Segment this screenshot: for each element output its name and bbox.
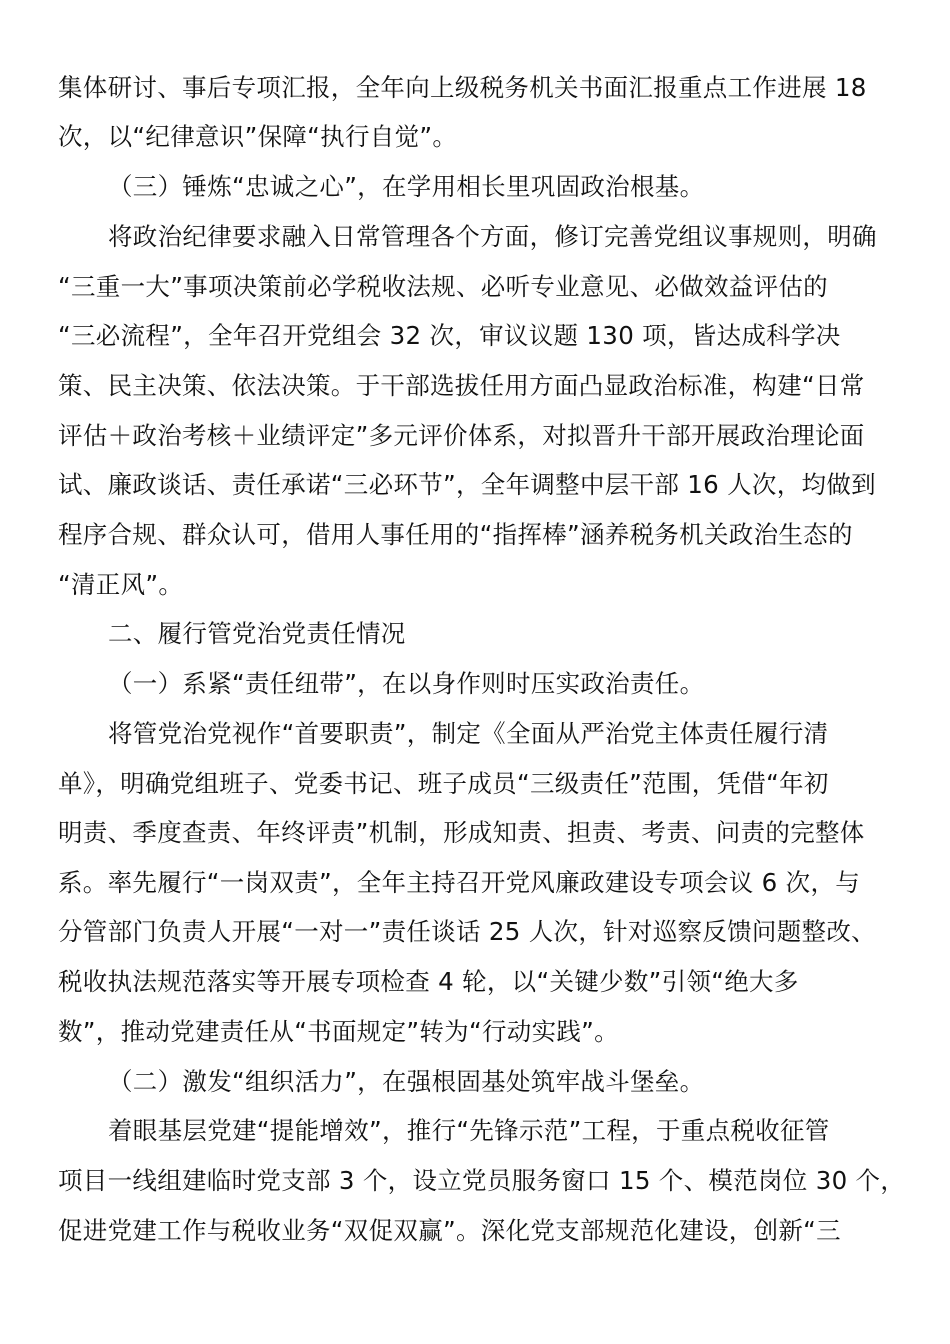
text-line: 次，以“纪律意识”保障“执行自觉”。 xyxy=(58,122,458,151)
text-line: 集体研讨、事后专项汇报，全年向上级税务机关书面汇报重点工作进展 18 xyxy=(58,73,867,102)
text-line: “三重一大”事项决策前必学税收法规、必听专业意见、必做效益评估的 xyxy=(58,272,828,301)
text-line: 数”，推动党建责任从“书面规定”转为“行动实践”。 xyxy=(58,1017,619,1046)
text-line: 项目一线组建临时党支部 3 个，设立党员服务窗口 15 个、模范岗位 30 个， xyxy=(58,1166,906,1195)
text-line: 着眼基层党建“提能增效”，推行“先锋示范”工程，于重点税收征管 xyxy=(108,1116,830,1145)
text-line: 明责、季度查责、年终评责”机制，形成知责、担责、考责、问责的完整体 xyxy=(58,818,865,847)
section-heading: （一）系紧“责任纽带”，在以身作则时压实政治责任。 xyxy=(108,669,705,698)
section-heading: （二）激发“组织活力”，在强根固基处筑牢战斗堡垒。 xyxy=(108,1067,705,1096)
text-line: 评估＋政治考核＋业绩评定”多元评价体系，对拟晋升干部开展政治理论面 xyxy=(58,421,865,450)
text-line: 试、廉政谈话、责任承诺“三必环节”，全年调整中层干部 16 人次，均做到 xyxy=(58,470,876,499)
text-line: 税收执法规范落实等开展专项检查 4 轮，以“关键少数”引领“绝大多 xyxy=(58,967,799,996)
text-line: 将政治纪律要求融入日常管理各个方面，修订完善党组议事规则，明确 xyxy=(108,222,877,251)
text-line: 单》，明确党组班子、党委书记、班子成员“三级责任”范围，凭借“年初 xyxy=(58,769,829,798)
text-line: 促进党建工作与税收业务“双促双赢”。深化党支部规范化建设，创新“三 xyxy=(58,1216,841,1245)
text-line: 将管党治党视作“首要职责”，制定《全面从严治党主体责任履行清 xyxy=(108,719,829,748)
section-heading: （三）锤炼“忠诚之心”，在学用相长里巩固政治根基。 xyxy=(108,172,705,201)
text-line: 程序合规、群众认可，借用人事任用的“指挥棒”涵养税务机关政治生态的 xyxy=(58,520,853,549)
text-line: “三必流程”，全年召开党组会 32 次，审议议题 130 项，皆达成科学决 xyxy=(58,321,841,350)
text-line: 分管部门负责人开展“一对一”责任谈话 25 人次，针对巡察反馈问题整改、 xyxy=(58,917,876,946)
text-line: “清正风”。 xyxy=(58,570,184,599)
text-line: 策、民主决策、依法决策。于干部选拔任用方面凸显政治标准，构建“日常 xyxy=(58,371,865,400)
text-line: 系。率先履行“一岗双责”，全年主持召开党风廉政建设专项会议 6 次，与 xyxy=(58,868,861,897)
section-heading: 二、履行管党治党责任情况 xyxy=(108,619,406,648)
